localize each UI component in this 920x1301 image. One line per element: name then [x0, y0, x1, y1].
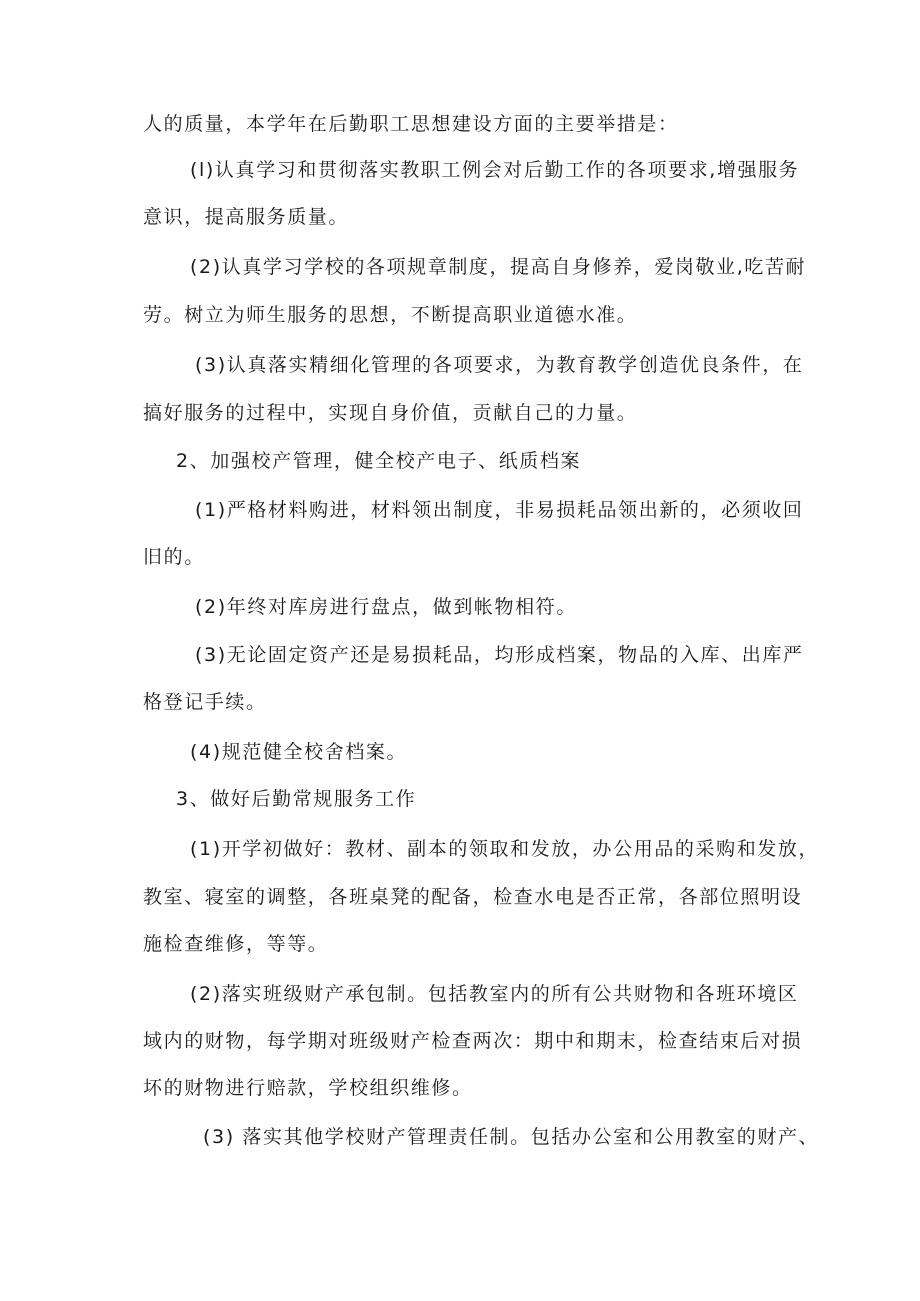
paragraph-line: 施检查维修，等等。 — [143, 933, 329, 955]
paragraph-line: (2)落实班级财产承包制。包括教室内的所有公共财物和各班环境区 — [190, 983, 799, 1005]
paragraph-line: (2)认真学习学校的各项规章制度，提高自身修养，爱岗敬业,吃苦耐 — [190, 256, 807, 278]
paragraph-line: 坏的财物进行赔款，学校组织维修。 — [143, 1077, 473, 1099]
paragraph-line: 教室、寝室的调整，各班桌凳的配备，检查水电是否正常，各部位照明设 — [143, 886, 803, 908]
paragraph-line: 搞好服务的过程中，实现自身价值，贡献自己的力量。 — [143, 402, 638, 424]
paragraph-line: (1)严格材料购进，材料领出制度，非易损耗品领出新的，必须收回 — [195, 499, 804, 521]
section-heading: 3、做好后勤常规服务工作 — [176, 788, 417, 810]
paragraph-line: 格登记手续。 — [143, 691, 267, 713]
paragraph-line: 人的质量，本学年在后勤职工思想建设方面的主要举措是： — [143, 113, 679, 135]
paragraph-line: 意识，提高服务质量。 — [143, 206, 350, 228]
paragraph-line: (3)认真落实精细化管理的各项要求，为教育教学创造优良条件，在 — [195, 354, 804, 376]
paragraph-line: (3) 落实其他学校财产管理责任制。包括办公室和公用教室的财产、 — [203, 1126, 820, 1148]
section-heading: 2、加强校产管理，健全校产电子、纸质档案 — [176, 450, 582, 472]
paragraph-line: 旧的。 — [143, 546, 205, 568]
paragraph-line: (4)规范健全校舍档案。 — [190, 741, 408, 763]
paragraph-line: 域内的财物，每学期对班级财产检查两次：期中和期末，检查结束后对损 — [143, 1030, 803, 1052]
paragraph-line: (3)无论固定资产还是易损耗品，均形成档案，物品的入库、出库严 — [195, 644, 804, 666]
paragraph-line: (1)开学初做好：教材、副本的领取和发放，办公用品的采购和发放， — [190, 838, 820, 860]
paragraph-line: (l)认真学习和贯彻落实教职工例会对后勤工作的各项要求,增强服务 — [190, 159, 800, 181]
paragraph-line: 劳。树立为师生服务的思想，不断提高职业道德水准。 — [143, 304, 638, 326]
paragraph-line: (2)年终对库房进行盘点，做到帐物相符。 — [195, 596, 577, 618]
